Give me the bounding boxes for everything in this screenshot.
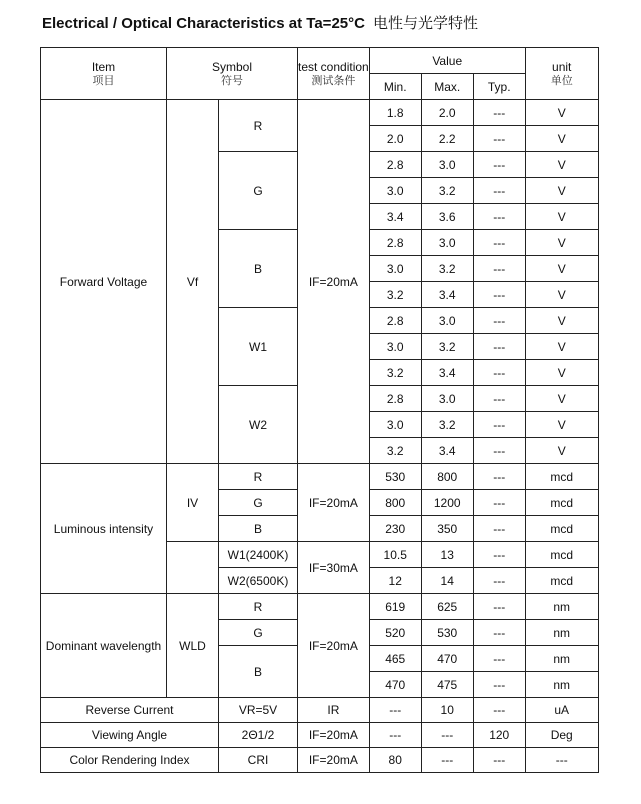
luminous-row-1-min: 800 <box>369 490 421 516</box>
forward-color-w1: W1 <box>219 308 298 386</box>
misc-unit-0: uA <box>525 698 598 723</box>
luminous-row-0-typ: --- <box>473 464 525 490</box>
dominant-row-3-max: 475 <box>421 672 473 698</box>
misc-item-0: Reverse Current <box>41 698 219 723</box>
misc-item-1: Viewing Angle <box>41 723 219 748</box>
dominant-condition: IF=20mA <box>298 594 370 698</box>
header-symbol-label: Symbol <box>211 59 252 74</box>
luminous-symbol: IV <box>167 464 219 542</box>
header-min: Min. <box>369 74 421 100</box>
forward-row-5-typ: --- <box>473 230 525 256</box>
forward-row-0-max: 2.0 <box>421 100 473 126</box>
header-symbol-cn: 符号 <box>221 74 243 87</box>
header-test <box>298 48 370 100</box>
forward-row-4-max: 3.6 <box>421 204 473 230</box>
dominant-row-3-min: 470 <box>369 672 421 698</box>
header-item-label: Item <box>91 59 116 74</box>
forward-row-9-min: 3.0 <box>369 334 421 360</box>
characteristics-table <box>40 47 599 773</box>
misc-max-0: 10 <box>421 698 473 723</box>
forward-voltage-item: Forward Voltage <box>41 100 167 464</box>
luminous-color-2: B <box>219 516 298 542</box>
table-body <box>41 48 599 773</box>
forward-row-9-typ: --- <box>473 334 525 360</box>
forward-row-1-unit: V <box>525 126 598 152</box>
misc-min-2: 80 <box>369 748 421 773</box>
header-value: Value <box>369 48 525 74</box>
misc-min-1: --- <box>369 723 421 748</box>
luminous-row-2-max: 350 <box>421 516 473 542</box>
table-row <box>41 594 599 620</box>
page-title <box>42 12 478 33</box>
forward-row-4-min: 3.4 <box>369 204 421 230</box>
forward-row-6-typ: --- <box>473 256 525 282</box>
misc-max-2: --- <box>421 748 473 773</box>
misc-typ-0: --- <box>473 698 525 723</box>
luminous-row-2-unit: mcd <box>525 516 598 542</box>
forward-row-12-min: 3.0 <box>369 412 421 438</box>
forward-row-0-min: 1.8 <box>369 100 421 126</box>
forward-row-12-max: 3.2 <box>421 412 473 438</box>
forward-row-4-typ: --- <box>473 204 525 230</box>
luminous-row-1-max: 1200 <box>421 490 473 516</box>
forward-color-g: G <box>219 152 298 230</box>
luminous-row-2-min: 230 <box>369 516 421 542</box>
luminous-row-4-typ: --- <box>473 568 525 594</box>
forward-row-10-typ: --- <box>473 360 525 386</box>
forward-row-11-unit: V <box>525 386 598 412</box>
table-row <box>41 748 599 773</box>
misc-symbol-0: VR=5V <box>219 698 298 723</box>
luminous-row-2-typ: --- <box>473 516 525 542</box>
forward-row-6-min: 3.0 <box>369 256 421 282</box>
header-test-cn: 测试条件 <box>311 74 356 87</box>
forward-row-8-typ: --- <box>473 308 525 334</box>
header-item <box>41 48 167 100</box>
header-item-cn: 项目 <box>92 74 115 87</box>
forward-row-2-typ: --- <box>473 152 525 178</box>
forward-row-7-unit: V <box>525 282 598 308</box>
forward-row-3-max: 3.2 <box>421 178 473 204</box>
forward-row-11-min: 2.8 <box>369 386 421 412</box>
forward-row-2-min: 2.8 <box>369 152 421 178</box>
header-symbol <box>167 48 298 100</box>
dominant-color-g: G <box>219 620 298 646</box>
forward-color-b: B <box>219 230 298 308</box>
luminous-row-0-min: 530 <box>369 464 421 490</box>
forward-color-w2: W2 <box>219 386 298 464</box>
forward-row-0-typ: --- <box>473 100 525 126</box>
luminous-color-0: R <box>219 464 298 490</box>
forward-row-3-unit: V <box>525 178 598 204</box>
dominant-row-2-min: 465 <box>369 646 421 672</box>
misc-max-1: --- <box>421 723 473 748</box>
luminous-condition-20ma: IF=20mA <box>298 464 370 542</box>
misc-item-2: Color Rendering Index <box>41 748 219 773</box>
header-max: Max. <box>421 74 473 100</box>
forward-color-r: R <box>219 100 298 152</box>
forward-row-3-typ: --- <box>473 178 525 204</box>
forward-row-4-unit: V <box>525 204 598 230</box>
dominant-item: Dominant wavelength <box>41 594 167 698</box>
misc-typ-2: --- <box>473 748 525 773</box>
forward-row-2-unit: V <box>525 152 598 178</box>
dominant-row-3-unit: nm <box>525 672 598 698</box>
dominant-row-2-unit: nm <box>525 646 598 672</box>
misc-condition-2: IF=20mA <box>298 748 370 773</box>
forward-row-2-max: 3.0 <box>421 152 473 178</box>
forward-row-10-unit: V <box>525 360 598 386</box>
luminous-row-1-typ: --- <box>473 490 525 516</box>
forward-row-1-typ: --- <box>473 126 525 152</box>
luminous-row-0-max: 800 <box>421 464 473 490</box>
luminous-row-0-unit: mcd <box>525 464 598 490</box>
luminous-condition-30ma: IF=30mA <box>298 542 370 594</box>
luminous-color-3: W1(2400K) <box>219 542 298 568</box>
misc-typ-1: 120 <box>473 723 525 748</box>
header-unit-label: unit <box>552 59 572 74</box>
forward-row-13-min: 3.2 <box>369 438 421 464</box>
misc-condition-0: IR <box>298 698 370 723</box>
header-unit-cn: 单位 <box>550 74 573 87</box>
dominant-row-0-min: 619 <box>369 594 421 620</box>
misc-unit-2: --- <box>525 748 598 773</box>
forward-row-12-unit: V <box>525 412 598 438</box>
title-text: Electrical / Optical Characteristics at Ta=25°C <box>42 15 365 32</box>
luminous-color-1: G <box>219 490 298 516</box>
header-test-label: test condition <box>298 59 369 74</box>
forward-row-11-typ: --- <box>473 386 525 412</box>
forward-row-9-max: 3.2 <box>421 334 473 360</box>
forward-row-12-typ: --- <box>473 412 525 438</box>
forward-row-8-unit: V <box>525 308 598 334</box>
misc-symbol-2: CRI <box>219 748 298 773</box>
table-row <box>41 464 599 490</box>
misc-symbol-1: 2Θ1/2 <box>219 723 298 748</box>
luminous-row-4-min: 12 <box>369 568 421 594</box>
dominant-row-0-typ: --- <box>473 594 525 620</box>
title-cn: 电性与光学特性 <box>372 15 478 32</box>
dominant-row-1-typ: --- <box>473 620 525 646</box>
forward-row-13-typ: --- <box>473 438 525 464</box>
forward-row-0-unit: V <box>525 100 598 126</box>
forward-voltage-condition: IF=20mA <box>298 100 370 464</box>
luminous-row-3-typ: --- <box>473 542 525 568</box>
dominant-row-2-max: 470 <box>421 646 473 672</box>
forward-row-7-min: 3.2 <box>369 282 421 308</box>
table-row <box>41 698 599 723</box>
dominant-row-3-typ: --- <box>473 672 525 698</box>
forward-row-13-unit: V <box>525 438 598 464</box>
dominant-row-2-typ: --- <box>473 646 525 672</box>
luminous-row-3-max: 13 <box>421 542 473 568</box>
dominant-row-0-unit: nm <box>525 594 598 620</box>
forward-row-7-typ: --- <box>473 282 525 308</box>
forward-row-8-max: 3.0 <box>421 308 473 334</box>
forward-row-1-min: 2.0 <box>369 126 421 152</box>
forward-voltage-symbol: Vf <box>167 100 219 464</box>
dominant-row-1-min: 520 <box>369 620 421 646</box>
forward-row-9-unit: V <box>525 334 598 360</box>
forward-row-10-min: 3.2 <box>369 360 421 386</box>
forward-row-10-max: 3.4 <box>421 360 473 386</box>
misc-condition-1: IF=20mA <box>298 723 370 748</box>
header-unit <box>525 48 598 100</box>
table-row <box>41 723 599 748</box>
dominant-row-0-max: 625 <box>421 594 473 620</box>
forward-row-6-max: 3.2 <box>421 256 473 282</box>
luminous-row-3-min: 10.5 <box>369 542 421 568</box>
misc-min-0: --- <box>369 698 421 723</box>
forward-row-6-unit: V <box>525 256 598 282</box>
forward-row-11-max: 3.0 <box>421 386 473 412</box>
luminous-symbol-blank <box>167 542 219 594</box>
dominant-row-1-max: 530 <box>421 620 473 646</box>
forward-row-13-max: 3.4 <box>421 438 473 464</box>
luminous-row-1-unit: mcd <box>525 490 598 516</box>
forward-row-7-max: 3.4 <box>421 282 473 308</box>
luminous-color-4: W2(6500K) <box>219 568 298 594</box>
forward-row-3-min: 3.0 <box>369 178 421 204</box>
forward-row-5-min: 2.8 <box>369 230 421 256</box>
dominant-color-b: B <box>219 646 298 698</box>
dominant-color-r: R <box>219 594 298 620</box>
luminous-item: Luminous intensity <box>41 464 167 594</box>
luminous-row-4-unit: mcd <box>525 568 598 594</box>
table-row <box>41 100 599 126</box>
forward-row-1-max: 2.2 <box>421 126 473 152</box>
luminous-row-3-unit: mcd <box>525 542 598 568</box>
luminous-row-4-max: 14 <box>421 568 473 594</box>
dominant-row-1-unit: nm <box>525 620 598 646</box>
forward-row-5-max: 3.0 <box>421 230 473 256</box>
forward-row-8-min: 2.8 <box>369 308 421 334</box>
misc-unit-1: Deg <box>525 723 598 748</box>
forward-row-5-unit: V <box>525 230 598 256</box>
header-typ: Typ. <box>473 74 525 100</box>
dominant-symbol: WLD <box>167 594 219 698</box>
